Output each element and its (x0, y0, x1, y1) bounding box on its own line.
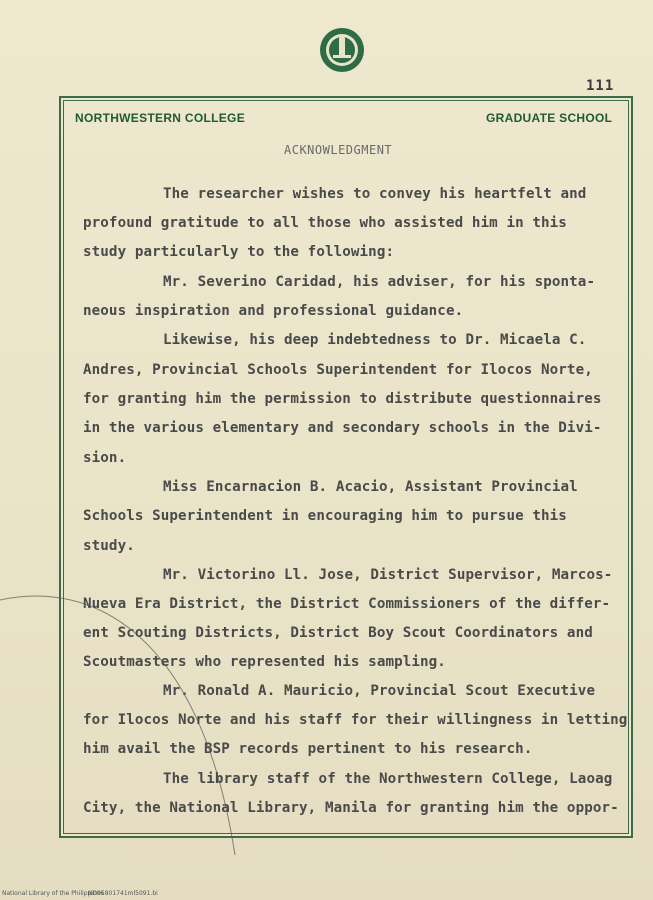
body-line: neous inspiration and professional guidance. (83, 303, 464, 319)
body-line: Likewise, his deep indebtedness to Dr. Micaela C. (163, 332, 587, 348)
body-line: The researcher wishes to convey his heartfelt and (163, 186, 587, 202)
body-line: Andres, Provincial Schools Superintendent for Ilocos Norte, (83, 362, 593, 378)
body-line: Schools Superintendent in encouraging him to pursue this (83, 508, 567, 524)
page-number: 111 (586, 78, 615, 94)
body-line: him avail the BSP records pertinent to his research. (83, 741, 533, 757)
header-school: GRADUATE SCHOOL (486, 111, 613, 125)
footer-library: National Library of the Philippines (2, 890, 104, 897)
pencil-mark (0, 560, 260, 860)
page-title: ACKNOWLEDGMENT (284, 143, 393, 157)
body-line: study. (83, 538, 135, 554)
body-line: for granting him the permission to distribute questionnaires (83, 391, 602, 407)
college-seal-icon (318, 26, 366, 74)
body-line: study particularly to the following: (83, 244, 395, 260)
body-line: Nueva Era District, the District Commissioners of the differ- (83, 596, 611, 612)
body-line: Scoutmasters who represented his sampling. (83, 654, 446, 670)
header-college: NORTHWESTERN COLLEGE (75, 111, 245, 125)
body-line: sion. (83, 450, 127, 466)
body-line: in the various elementary and secondary schools in the Divi- (83, 420, 602, 436)
body-line: profound gratitude to all those who assisted him in this (83, 215, 567, 231)
body-line: Mr. Ronald A. Mauricio, Provincial Scout Executive (163, 683, 596, 699)
body-line: for Ilocos Norte and his staff for their willingness in letting (83, 712, 628, 728)
body-line: City, the National Library, Manila for granting him the oppor- (83, 800, 619, 816)
body-line: Mr. Severino Caridad, his adviser, for his sponta- (163, 274, 596, 290)
body-line: Miss Encarnacion B. Acacio, Assistant Provincial (163, 479, 578, 495)
body-line: The library staff of the Northwestern College, Laoag (163, 771, 613, 787)
footer-id: ND95801741ml5091.bi (88, 890, 158, 897)
body-line: ent Scouting Districts, District Boy Scout Coordinators and (83, 625, 593, 641)
body-line: Mr. Victorino Ll. Jose, District Supervisor, Marcos- (163, 567, 613, 583)
